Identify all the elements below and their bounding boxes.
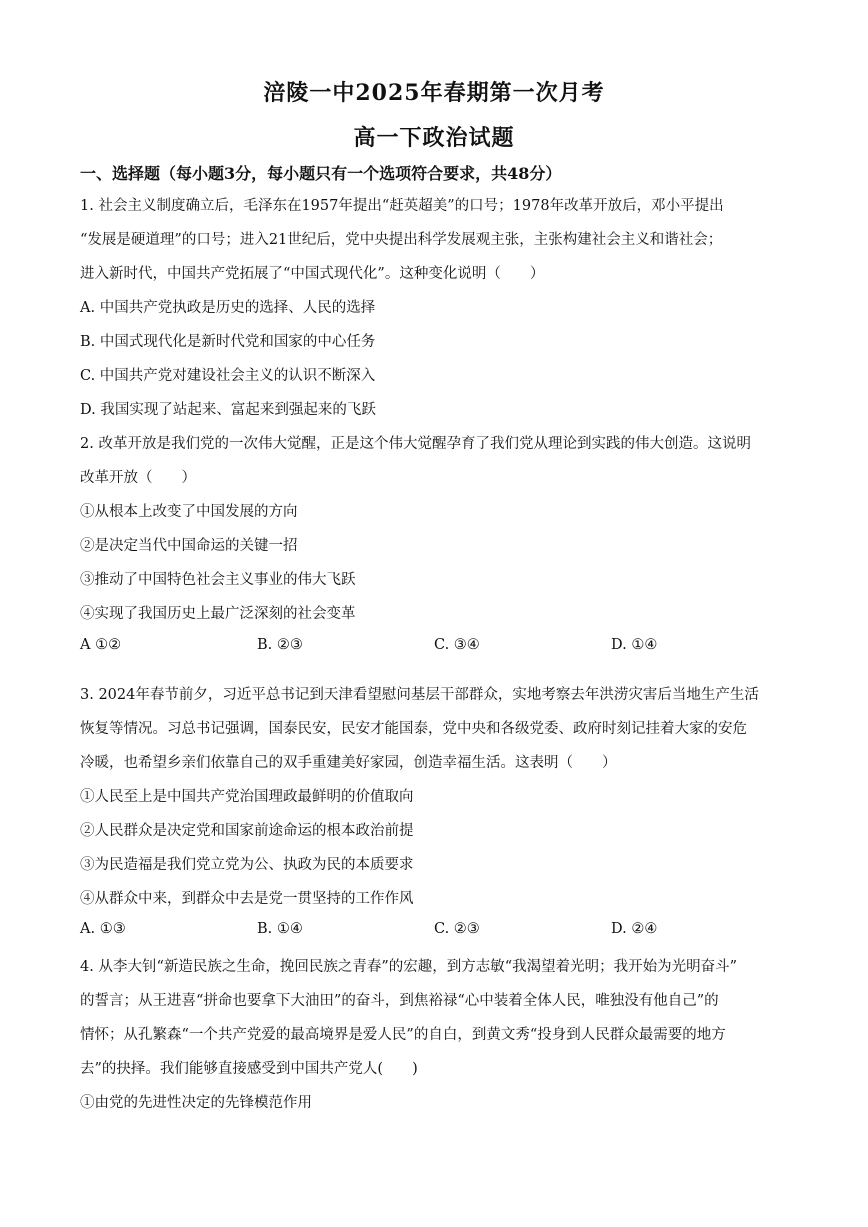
q3-choice-b: B. ①④ [257,921,303,937]
q4-stem-line: 4. 从李大钊“新造民族之生命，挽回民族之青春”的宏趣，到方志敏“我渴望着光明；我开始为光明奋斗” [80,959,738,975]
q2-choice-a: A ①② [80,637,122,653]
q1-option-a: A. 中国共产党执政是历史的选择、人民的选择 [80,300,376,316]
q4-item-1: ①由党的先进性决定的先锋模范作用 [80,1095,312,1111]
q2-item-1: ①从根本上改变了中国发展的方向 [80,504,298,520]
q3-item-2: ②人民群众是决定党和国家前途命运的根本政治前提 [80,823,414,839]
exam-title: 涪陵一中2025年春期第一次月考 [263,80,605,106]
q3-choice-c: C. ②③ [434,921,480,937]
q1-stem-line: 进入新时代，中国共产党拓展了“中国式现代化”。这种变化说明（ ） [80,266,545,282]
q1-stem-line: 1. 社会主义制度确立后，毛泽东在1957年提出“赶英超美”的口号；1978年改革开放后，邓小平提出 [80,198,724,214]
q3-choice-d: D. ②④ [611,921,658,937]
section-heading: 一、选择题（每小题3分，每小题只有一个选项符合要求，共48分） [80,164,562,183]
q2-choice-d: D. ①④ [611,637,658,653]
q2-item-4: ④实现了我国历史上最广泛深刻的社会变革 [80,606,356,622]
q2-choice-b: B. ②③ [257,637,303,653]
q3-item-4: ④从群众中来，到群众中去是党一贯坚持的工作作风 [80,891,414,907]
q1-option-b: B. 中国式现代化是新时代党和国家的中心任务 [80,334,376,350]
q2-stem-line: 2. 改革开放是我们党的一次伟大觉醒，正是这个伟大觉醒孕育了我们党从理论到实践的伟大创造。这说明 [80,436,751,452]
q3-stem-line: 冷暖，也希望乡亲们依靠自己的双手重建美好家园，创造幸福生活。这表明（ ） [80,755,617,771]
q4-stem-line: 去”的抉择。我们能够直接感受到中国共产党人( ) [80,1061,418,1077]
q2-choice-c: C. ③④ [434,637,480,653]
q3-stem-line: 恢复等情况。习总书记强调，国泰民安，民安才能国泰，党中央和各级党委、政府时刻记挂着大家的安危 [80,721,747,737]
q1-stem-line: “发展是硬道理”的口号；进入21世纪后，党中央提出科学发展观主张，主张构建社会主义和谐社会； [80,232,723,248]
exam-subtitle: 高一下政治试题 [353,125,515,151]
q4-stem-line: 的誓言；从王进喜“拼命也要拿下大油田”的奋斗，到焦裕禄“心中装着全体人民，唯独没有他自己”的 [80,993,719,1009]
q2-item-3: ③推动了中国特色社会主义事业的伟大飞跃 [80,572,356,588]
q3-choice-a: A. ①③ [80,921,126,937]
q2-item-2: ②是决定当代中国命运的关键一招 [80,538,298,554]
q1-option-d: D. 我国实现了站起来、富起来到强起来的飞跃 [80,402,376,418]
q3-item-3: ③为民造福是我们党立党为公、执政为民的本质要求 [80,857,414,873]
q3-item-1: ①人民至上是中国共产党治国理政最鲜明的价值取向 [80,789,414,805]
q4-stem-line: 情怀；从孔繁森“一个共产党爱的最高境界是爱人民”的自白，到黄文秀“投身到人民群众最需要的地方 [80,1027,726,1043]
q2-stem-line: 改革开放（ ） [80,470,196,486]
q1-option-c: C. 中国共产党对建设社会主义的认识不断深入 [80,368,376,384]
q3-stem-line: 3. 2024年春节前夕，习近平总书记到天津看望慰问基层干部群众，实地考察去年洪涝灾害后当地生产生活 [80,687,759,703]
